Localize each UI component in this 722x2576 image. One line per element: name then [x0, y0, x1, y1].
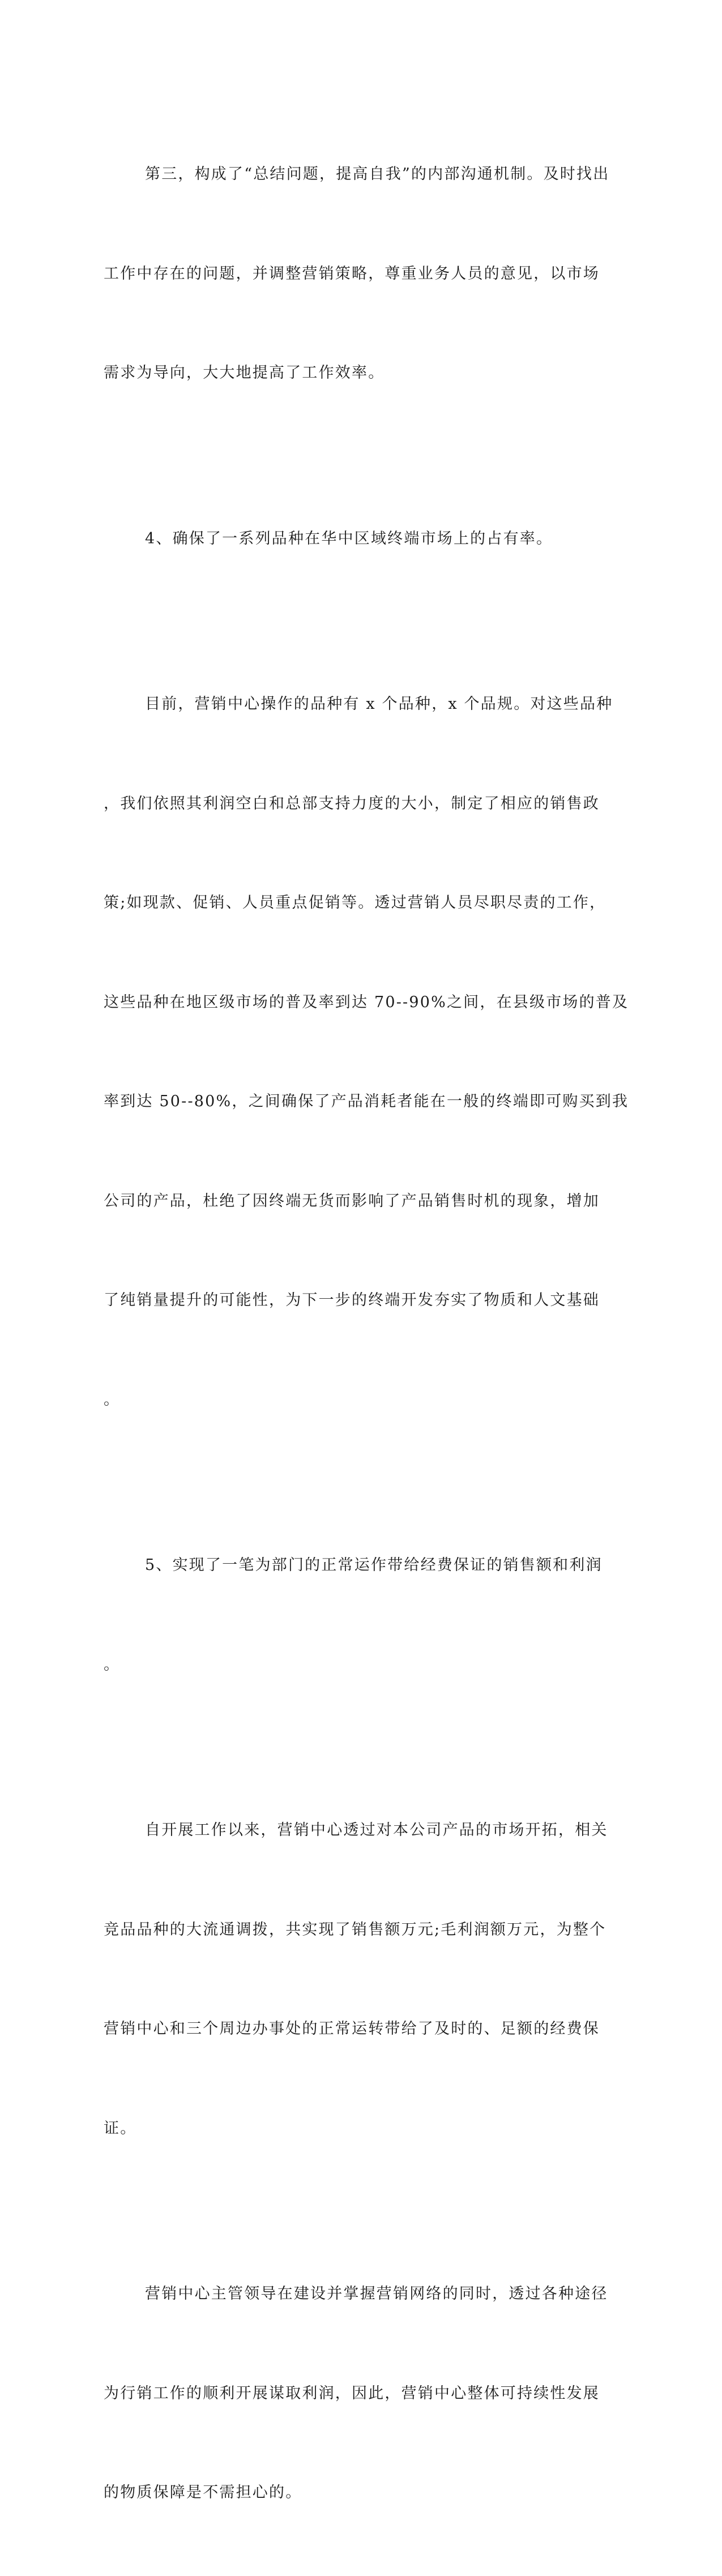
text-line: 了纯销量提升的可能性，为下一步的终端开发夯实了物质和人文基础: [104, 1291, 600, 1309]
text-line: 证。: [104, 2119, 137, 2137]
text-line: 策;如现款、促销、人员重点促销等。透过营销人员尽职尽责的工作，: [104, 894, 606, 912]
text-line: 5、实现了一笔为部门的正常运作带给经费保证的销售额和利润: [145, 1556, 603, 1574]
paragraph-market-coverage: [104, 622, 629, 1483]
text-line: 竞品品种的大流通调拨，共实现了销售额万元;毛利润额万元，为整个: [104, 1920, 606, 1939]
text-line: 工作中存在的问题，并调整营销策略，尊重业务人员的意见，以市场: [104, 264, 600, 283]
paragraph-sustainability: [104, 2211, 608, 2576]
text-line: 。: [104, 1390, 121, 1409]
text-line: 公司的产品，杜绝了因终端无货而影响了产品销售时机的现象，增加: [104, 1192, 600, 1210]
paragraph-sales-results: [104, 1748, 608, 2211]
text-line: 率到达 50--80%，之间确保了产品消耗者能在一般的终端即可购买到我: [104, 1093, 629, 1110]
text-line: ，我们依照其利润空白和总部支持力度的大小，制定了相应的销售政: [104, 794, 600, 812]
text-line: 需求为导向，大大地提高了工作效率。: [104, 364, 385, 382]
text-line: 营销中心主管领导在建设并掌握营销网络的同时，透过各种途径: [145, 2285, 608, 2303]
paragraph-heading-4: [104, 456, 585, 622]
document-body: [104, 92, 629, 2576]
paragraph-internal-communication: [104, 92, 610, 456]
text-line: 第三，构成了“总结问题，提高自我”的内部沟通机制。及时找出: [145, 165, 610, 183]
paragraph-heading-5: [104, 1483, 603, 1748]
text-line: 的物质保障是不需担心的。: [104, 2484, 302, 2501]
text-line: 4、确保了一系列品种在华中区域终端市场上的占有率。: [145, 529, 553, 547]
text-line: 为行销工作的顺利开展谋取利润，因此，营销中心整体可持续性发展: [104, 2384, 600, 2402]
text-line: 自开展工作以来，营销中心透过对本公司产品的市场开拓，相关: [145, 1821, 608, 1839]
text-line: 目前，营销中心操作的品种有 x 个品种，x 个品规。对这些品种: [145, 695, 613, 713]
text-line: 营销中心和三个周边办事处的正常运转带给了及时的、足额的经费保: [104, 2020, 600, 2038]
text-line: 这些品种在地区级市场的普及率到达 70--90%之间，在县级市场的普及: [104, 993, 629, 1011]
text-line: 。: [104, 1655, 121, 1674]
